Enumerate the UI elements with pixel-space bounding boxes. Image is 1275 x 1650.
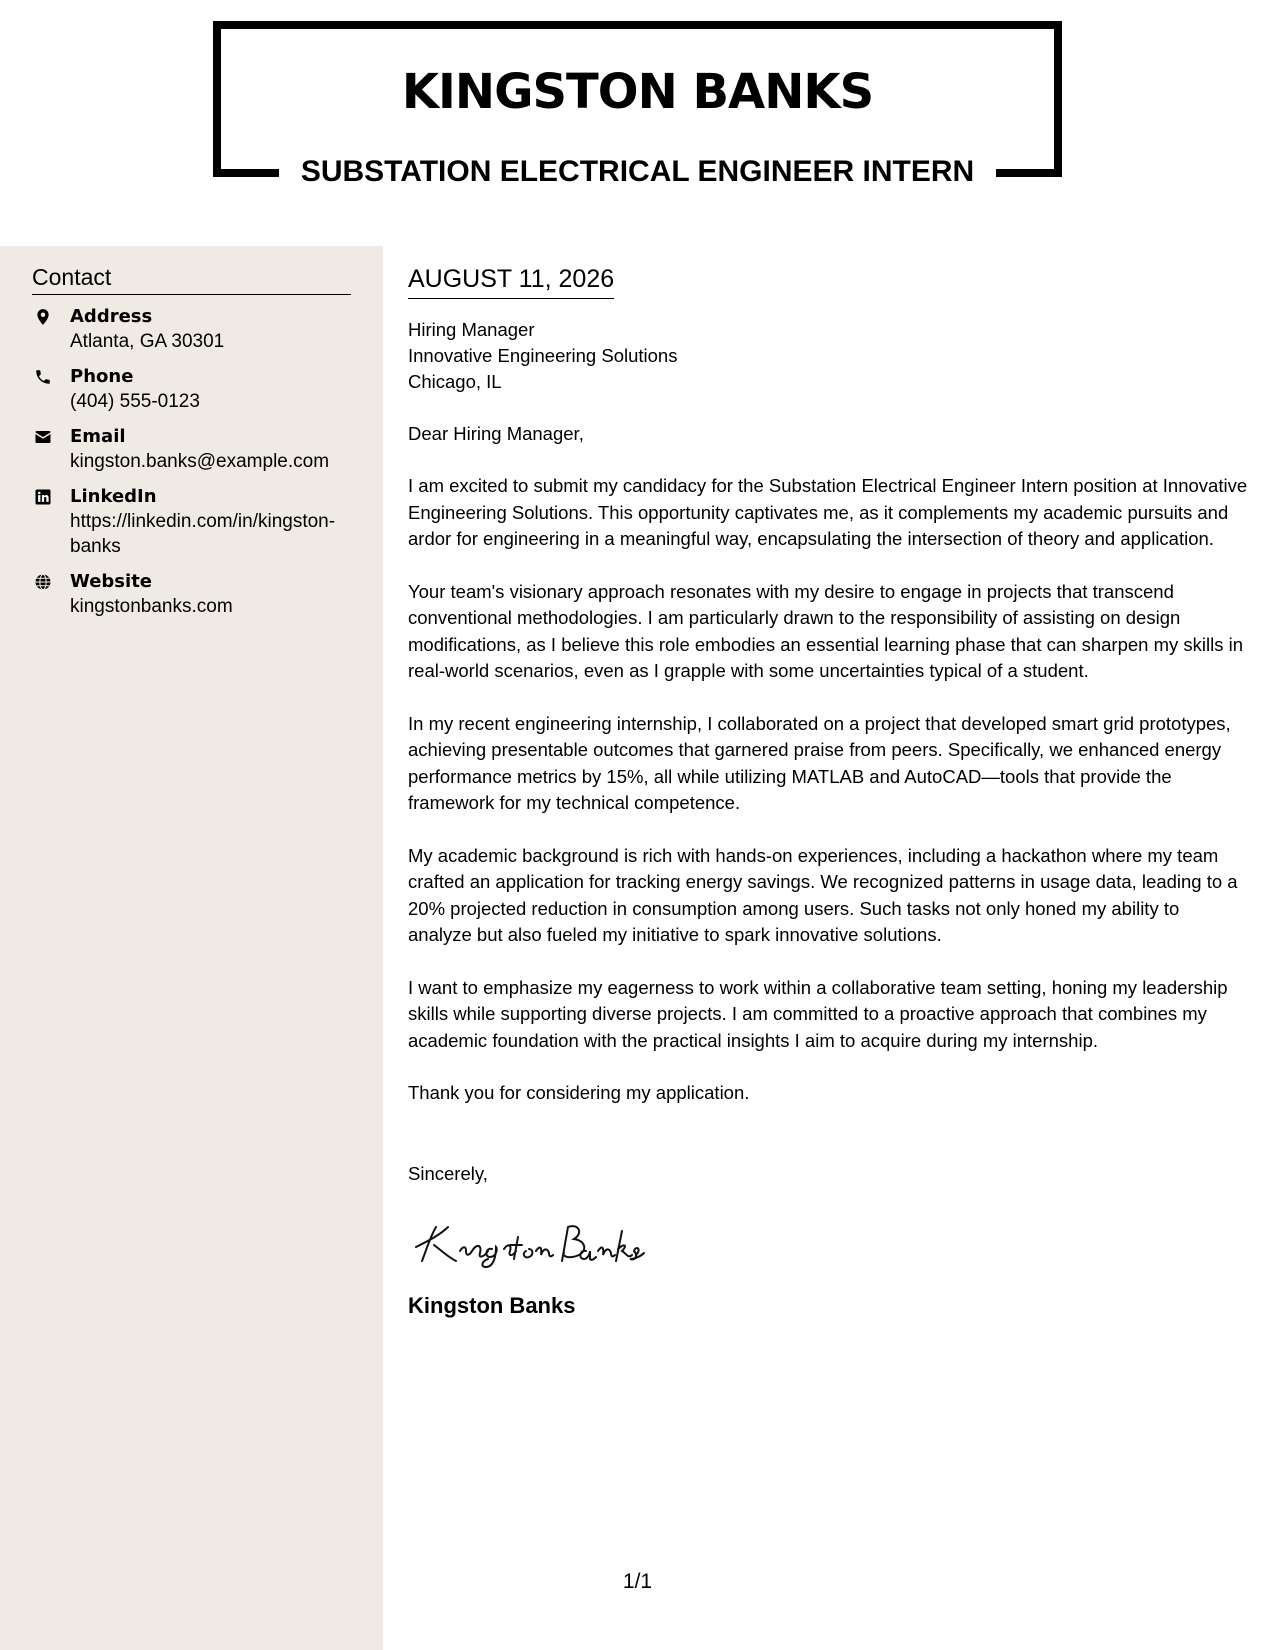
recipient-title: Hiring Manager bbox=[408, 319, 535, 340]
contact-item-linkedin bbox=[32, 484, 362, 559]
recipient-company: Innovative Engineering Solutions bbox=[408, 345, 678, 366]
website-value[interactable]: kingstonbanks.com bbox=[70, 596, 233, 617]
email-value[interactable]: kingston.banks@example.com bbox=[70, 451, 330, 472]
letter-paragraph: In my recent engineering internship, I collaborated on a project that developed smart grid prototypes, achieving presentable outcomes that garnered praise from peers. Specifically, we enhanced energy performance metrics by 15%, all while utilizing MATLAB and AutoCAD—tools that provide the framework for my technical competence. bbox=[408, 712, 1231, 813]
recipient-block bbox=[408, 317, 1248, 395]
linkedin-value[interactable]: https://linkedin.com/in/kingston-banks bbox=[70, 511, 336, 557]
page-number: 1/1 bbox=[622, 1570, 653, 1593]
contact-label: LinkedIn bbox=[70, 486, 157, 507]
applicant-name: KINGSTON BANKS bbox=[401, 64, 874, 120]
contact-item-phone bbox=[32, 364, 362, 414]
contact-item-email bbox=[32, 424, 362, 474]
address-value: Atlanta, GA 30301 bbox=[70, 331, 225, 352]
frame-top-border bbox=[213, 21, 1062, 29]
letter-paragraph: I am excited to submit my candidacy for the Substation Electrical Engineer Intern position at Innovative Engineering Solutions. This opportunity captivates me, as it complements my academic pursuits and ardor for engineering in a meaningful way, encapsulating the intersection of theory and application. bbox=[408, 475, 1248, 549]
contact-list bbox=[32, 304, 362, 629]
letter-paragraph: I want to emphasize my eagerness to work within a collaborative team setting, honing my leadership skills while supporting diverse projects. I am committed to a proactive approach that combines my academic foundation with the practical insights I aim to acquire during my internship. bbox=[408, 976, 1228, 1051]
salutation: Dear Hiring Manager, bbox=[408, 423, 584, 444]
phone-value[interactable]: (404) 555-0123 bbox=[70, 391, 200, 412]
contact-label: Website bbox=[70, 571, 153, 592]
location-pin-icon bbox=[34, 308, 52, 326]
handwritten-signature bbox=[408, 1211, 668, 1273]
contact-label: Email bbox=[70, 426, 126, 447]
globe-icon bbox=[34, 573, 52, 591]
envelope-icon bbox=[34, 428, 52, 446]
job-title: SUBSTATION ELECTRICAL ENGINEER INTERN bbox=[300, 155, 975, 188]
signer-name: Kingston Banks bbox=[408, 1292, 576, 1318]
letter-date: AUGUST 11, 2026 bbox=[408, 262, 614, 299]
contact-item-website bbox=[32, 569, 362, 619]
letter-body bbox=[408, 262, 1248, 1321]
contact-label: Phone bbox=[70, 366, 134, 387]
contact-heading: Contact bbox=[32, 262, 351, 295]
closing: Sincerely, bbox=[408, 1162, 488, 1184]
letter-paragraph: My academic background is rich with hands-on experiences, including a hackathon where my team crafted an application for tracking energy savings. We recognized patterns in usage data, leading to a 20% projected reduction in consumption among users. Such tasks not only honed my ability to analyze but also fueled my initiative to spark innovative solutions. bbox=[408, 844, 1238, 945]
contact-label: Address bbox=[70, 306, 153, 327]
linkedin-icon bbox=[34, 488, 52, 506]
contact-item-address bbox=[32, 304, 362, 354]
letter-paragraph: Your team's visionary approach resonates with my desire to engage in projects that transcend conventional methodologies. I am particularly drawn to the responsibility of assisting on design modifications, as I believe this role embodies an essential learning phase that can sharpen my skills in real-world scenarios, even as I grapple with some uncertainties typical of a student. bbox=[408, 580, 1244, 681]
phone-icon bbox=[34, 368, 52, 386]
contact-sidebar bbox=[0, 246, 383, 1650]
letter-paragraph: Thank you for considering my application. bbox=[408, 1082, 750, 1103]
recipient-location: Chicago, IL bbox=[408, 371, 502, 392]
